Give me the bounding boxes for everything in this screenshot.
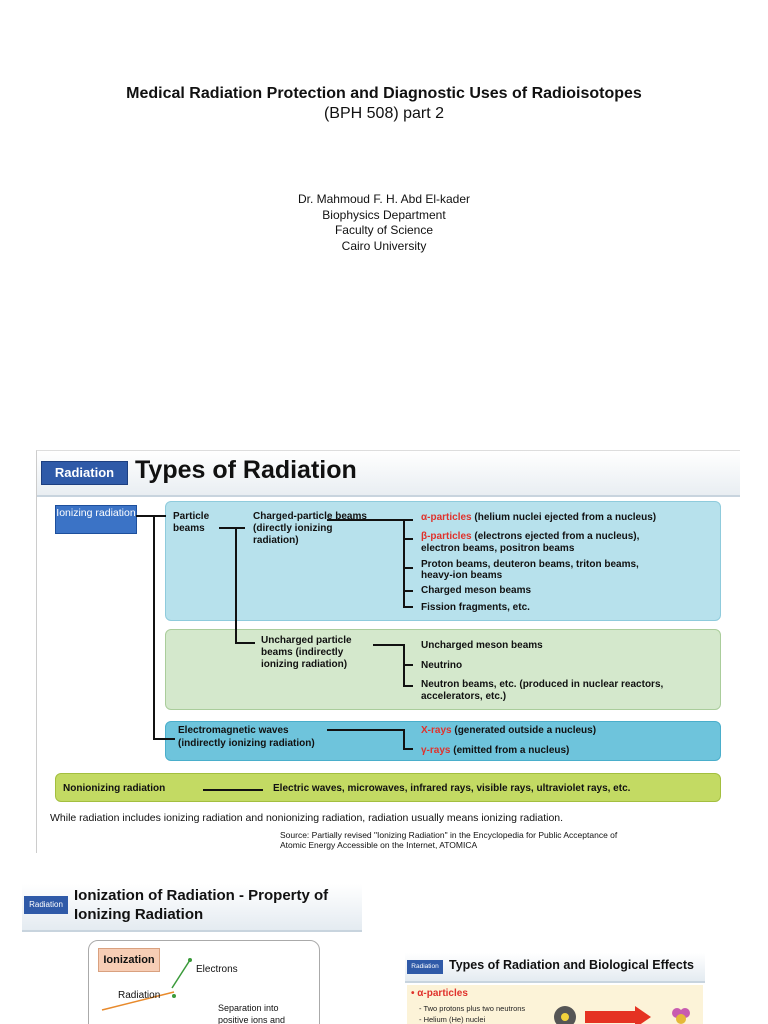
connector-line xyxy=(153,515,155,739)
uncharged-meson: Uncharged meson beams xyxy=(421,640,543,651)
neutron-beams: Neutron beams, etc. (produced in nuclear reactors, xyxy=(421,679,664,690)
beta-particles xyxy=(421,531,639,543)
title-block xyxy=(0,84,768,124)
radiation-badge: Radiation xyxy=(41,461,128,485)
ionizing-radiation-box: Ionizing radiation xyxy=(55,505,137,534)
department: Biophysics Department xyxy=(322,207,446,222)
connector-line xyxy=(153,738,175,740)
source-line-1: Source: Partially revised "Ionizing Radiation" in the Encyclopedia for Public Acceptance of xyxy=(280,830,618,840)
alpha-sub-1: - Two protons plus two neutrons xyxy=(419,1004,526,1013)
gamma-rays xyxy=(421,745,569,757)
connector-line xyxy=(403,519,405,607)
alpha-desc: (helium nuclei ejected from a nucleus) xyxy=(474,512,657,523)
connector-line xyxy=(403,664,413,666)
nonionizing-label: Nonionizing radiation xyxy=(63,783,166,794)
charged-meson: Charged meson beams xyxy=(421,585,532,596)
slide-ionization xyxy=(22,884,362,1024)
connector-line xyxy=(373,644,405,646)
connector-line xyxy=(203,789,263,791)
ionization-label: Ionization xyxy=(98,948,160,972)
connector-line xyxy=(403,748,413,750)
faculty: Faculty of Science xyxy=(334,223,434,237)
particle-beams-label: Particle beams xyxy=(173,511,210,534)
alpha-label: α-particles xyxy=(421,512,472,523)
connector-line xyxy=(235,527,237,643)
xray-desc: (generated outside a nucleus) xyxy=(454,725,597,736)
gamma-desc: (emitted from a nucleus) xyxy=(453,745,570,756)
slide-biological-effects xyxy=(405,953,705,1024)
connector-line xyxy=(403,567,413,569)
electrons-label: Electrons xyxy=(196,964,238,975)
radiation-badge: Radiation xyxy=(407,960,443,974)
document-title: Medical Radiation Protection and Diagnostic Uses of Radioisotopes xyxy=(126,85,642,102)
neutrino: Neutrino xyxy=(421,660,463,671)
x-rays xyxy=(421,725,596,737)
connector-line xyxy=(327,729,405,731)
proton-beams: Proton beams, deuteron beams, triton beams, xyxy=(421,559,639,570)
connector-line xyxy=(403,729,405,749)
neutron-beams-2: accelerators, etc.) xyxy=(421,691,507,702)
separation-label: Separation into xyxy=(218,1003,279,1013)
radiation-badge: Radiation xyxy=(24,896,68,914)
slide-header xyxy=(37,451,740,497)
author-block xyxy=(0,192,768,254)
alpha-sub-2: - Helium (He) nuclei xyxy=(419,1015,486,1024)
xray-label: X-rays xyxy=(421,725,452,736)
slide-types-of-radiation xyxy=(36,450,740,853)
beta-desc-2: electron beams, positron beams xyxy=(421,543,575,554)
slide-title: Ionization of Radiation - Property of Ionizing Radiation xyxy=(74,887,329,923)
connector-line xyxy=(403,590,413,592)
proton-beams-2: heavy-ion beams xyxy=(421,570,503,581)
alpha-bullet: • α-particles xyxy=(411,988,468,999)
radiation-label: Radiation xyxy=(118,990,161,1001)
slide-title: Types of Radiation and Biological Effects xyxy=(449,958,694,972)
footnote: While radiation includes ionizing radiation and nonionizing radiation, radiation usually means ionizing radiation. xyxy=(50,812,564,824)
slide-title: Types of Radiation xyxy=(135,456,357,484)
ionization-arrows xyxy=(22,884,362,1024)
university: Cairo University xyxy=(341,238,427,253)
gamma-label: γ-rays xyxy=(421,745,451,756)
alpha-particles xyxy=(421,512,656,524)
fission-fragments: Fission fragments, etc. xyxy=(421,602,530,613)
connector-line xyxy=(403,538,413,540)
document-subtitle: (BPH 508) part 2 xyxy=(323,105,445,122)
alpha-illustration xyxy=(405,953,705,1024)
charged-particle-label: Charged-particle beams (directly ionizing radiation) xyxy=(253,511,367,546)
separation-label-2: positive ions and xyxy=(218,1015,286,1024)
nonionizing-desc: Electric waves, microwaves, infrared rays, visible rays, ultraviolet rays, etc. xyxy=(273,783,631,794)
connector-line xyxy=(136,515,166,517)
beta-desc: (electrons ejected from a nucleus), xyxy=(474,531,640,542)
author-name: Dr. Mahmoud F. H. Abd El-kader xyxy=(297,192,471,206)
connector-line xyxy=(403,606,413,608)
connector-line xyxy=(219,527,245,529)
source-line-2: Atomic Energy Accessible on the Internet, ATOMICA xyxy=(280,840,478,850)
beta-label: β-particles xyxy=(421,531,472,542)
uncharged-particle-label: Uncharged particle beams (indirectly ionizing radiation) xyxy=(261,635,352,670)
connector-line xyxy=(235,642,255,644)
connector-line xyxy=(403,519,413,521)
em-waves-label-2: (indirectly ionizing radiation) xyxy=(178,738,315,749)
connector-line xyxy=(403,685,413,687)
em-waves-label: Electromagnetic waves xyxy=(178,725,289,736)
